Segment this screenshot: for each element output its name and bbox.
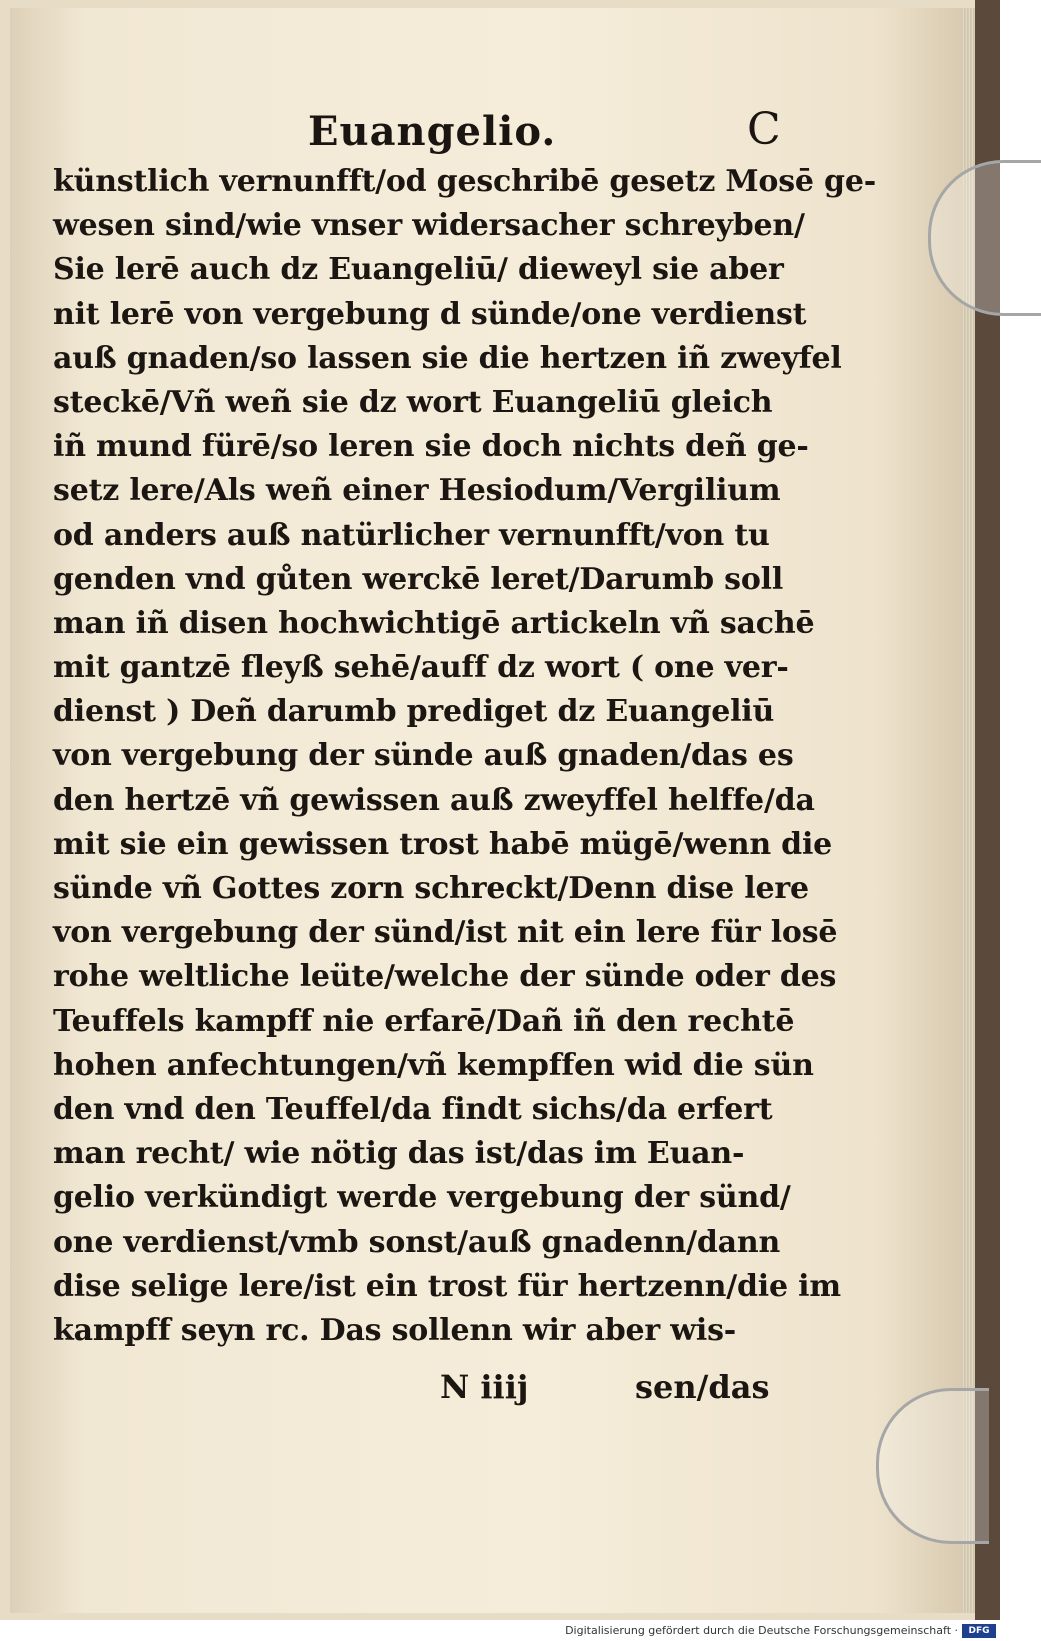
catchword: sen/das [635, 1368, 770, 1406]
text-line: von vergebung der sünde auß gnaden/das es [53, 738, 794, 774]
text-line: Sie lerē auch dz Euangeliū/ dieweyl sie aber [53, 252, 784, 288]
page-header [60, 104, 800, 158]
signature-mark: C [747, 104, 781, 155]
body-text [53, 160, 876, 1353]
text-line: rohe weltliche leüte/welche der sünde oder des [53, 959, 837, 995]
text-line: od anders auß natürlicher vernunfft/von tu [53, 517, 770, 553]
text-line: dienst ) Deñ darumb prediget dz Euangeliū [53, 694, 775, 730]
text-line: hohen anfechtungen/vñ kempffen wid die sün [53, 1047, 814, 1083]
text-line: dise selige lere/ist ein trost für hertzenn/die im [53, 1268, 841, 1304]
text-line: one verdienst/vmb sonst/auß gnadenn/dann [53, 1224, 781, 1260]
page-footer [60, 1368, 800, 1418]
text-line: iñ mund fürē/so leren sie doch nichts deñ ge- [53, 429, 809, 465]
text-line: steckē/Vñ weñ sie dz wort Euangeliū gleich [53, 384, 773, 420]
text-line: wesen sind/wie vnser widersacher schreyben/ [53, 208, 805, 244]
text-line: man iñ disen hochwichtigē artickeln vñ sachē [53, 605, 815, 641]
text-line: genden vnd gůten werckē leret/Darumb soll [53, 561, 784, 597]
text-line: künstlich vernunfft/od geschribē gesetz Mosē ge- [53, 164, 876, 199]
text-line: von vergebung der sünd/ist nit ein lere für losē [53, 915, 838, 951]
running-head: Euangelio. [308, 108, 557, 155]
text-line: mit gantzē fleyß sehē/auff dz wort ( one ver- [53, 650, 789, 686]
text-line: gelio verkündigt werde vergebung der sünd/ [53, 1180, 791, 1216]
text-line: den hertzē vñ gewissen auß zweyffel helffe/da [53, 782, 815, 818]
text-line: man recht/ wie nötig das ist/das im Euan- [53, 1136, 745, 1172]
text-line: mit sie ein gewissen trost habē mügē/wenn die [53, 826, 833, 862]
text-line: kampff seyn rc. Das sollenn wir aber wis- [53, 1312, 737, 1348]
text-line: setz lere/Als weñ einer Hesiodum/Vergilium [53, 473, 781, 509]
text-line: auß gnaden/so lassen sie die hertzen iñ zweyfel [53, 340, 842, 376]
dfg-logo-icon: DFG [962, 1624, 996, 1638]
text-line: Teuffels kampff nie erfarē/Dañ iñ den rechtē [53, 1003, 795, 1039]
attribution-text: Digitalisierung gefördert durch die Deutsche Forschungsgemeinschaft · [565, 1624, 958, 1637]
attribution-bar [0, 1622, 1000, 1641]
text-line: sünde vñ Gottes zorn schreckt/Denn dise lere [53, 871, 809, 906]
text-line: den vnd den Teuffel/da findt sichs/da erfert [53, 1091, 773, 1127]
text-line: nit lerē von vergebung d sünde/one verdienst [53, 296, 807, 332]
signature-number: N iiij [440, 1368, 529, 1406]
